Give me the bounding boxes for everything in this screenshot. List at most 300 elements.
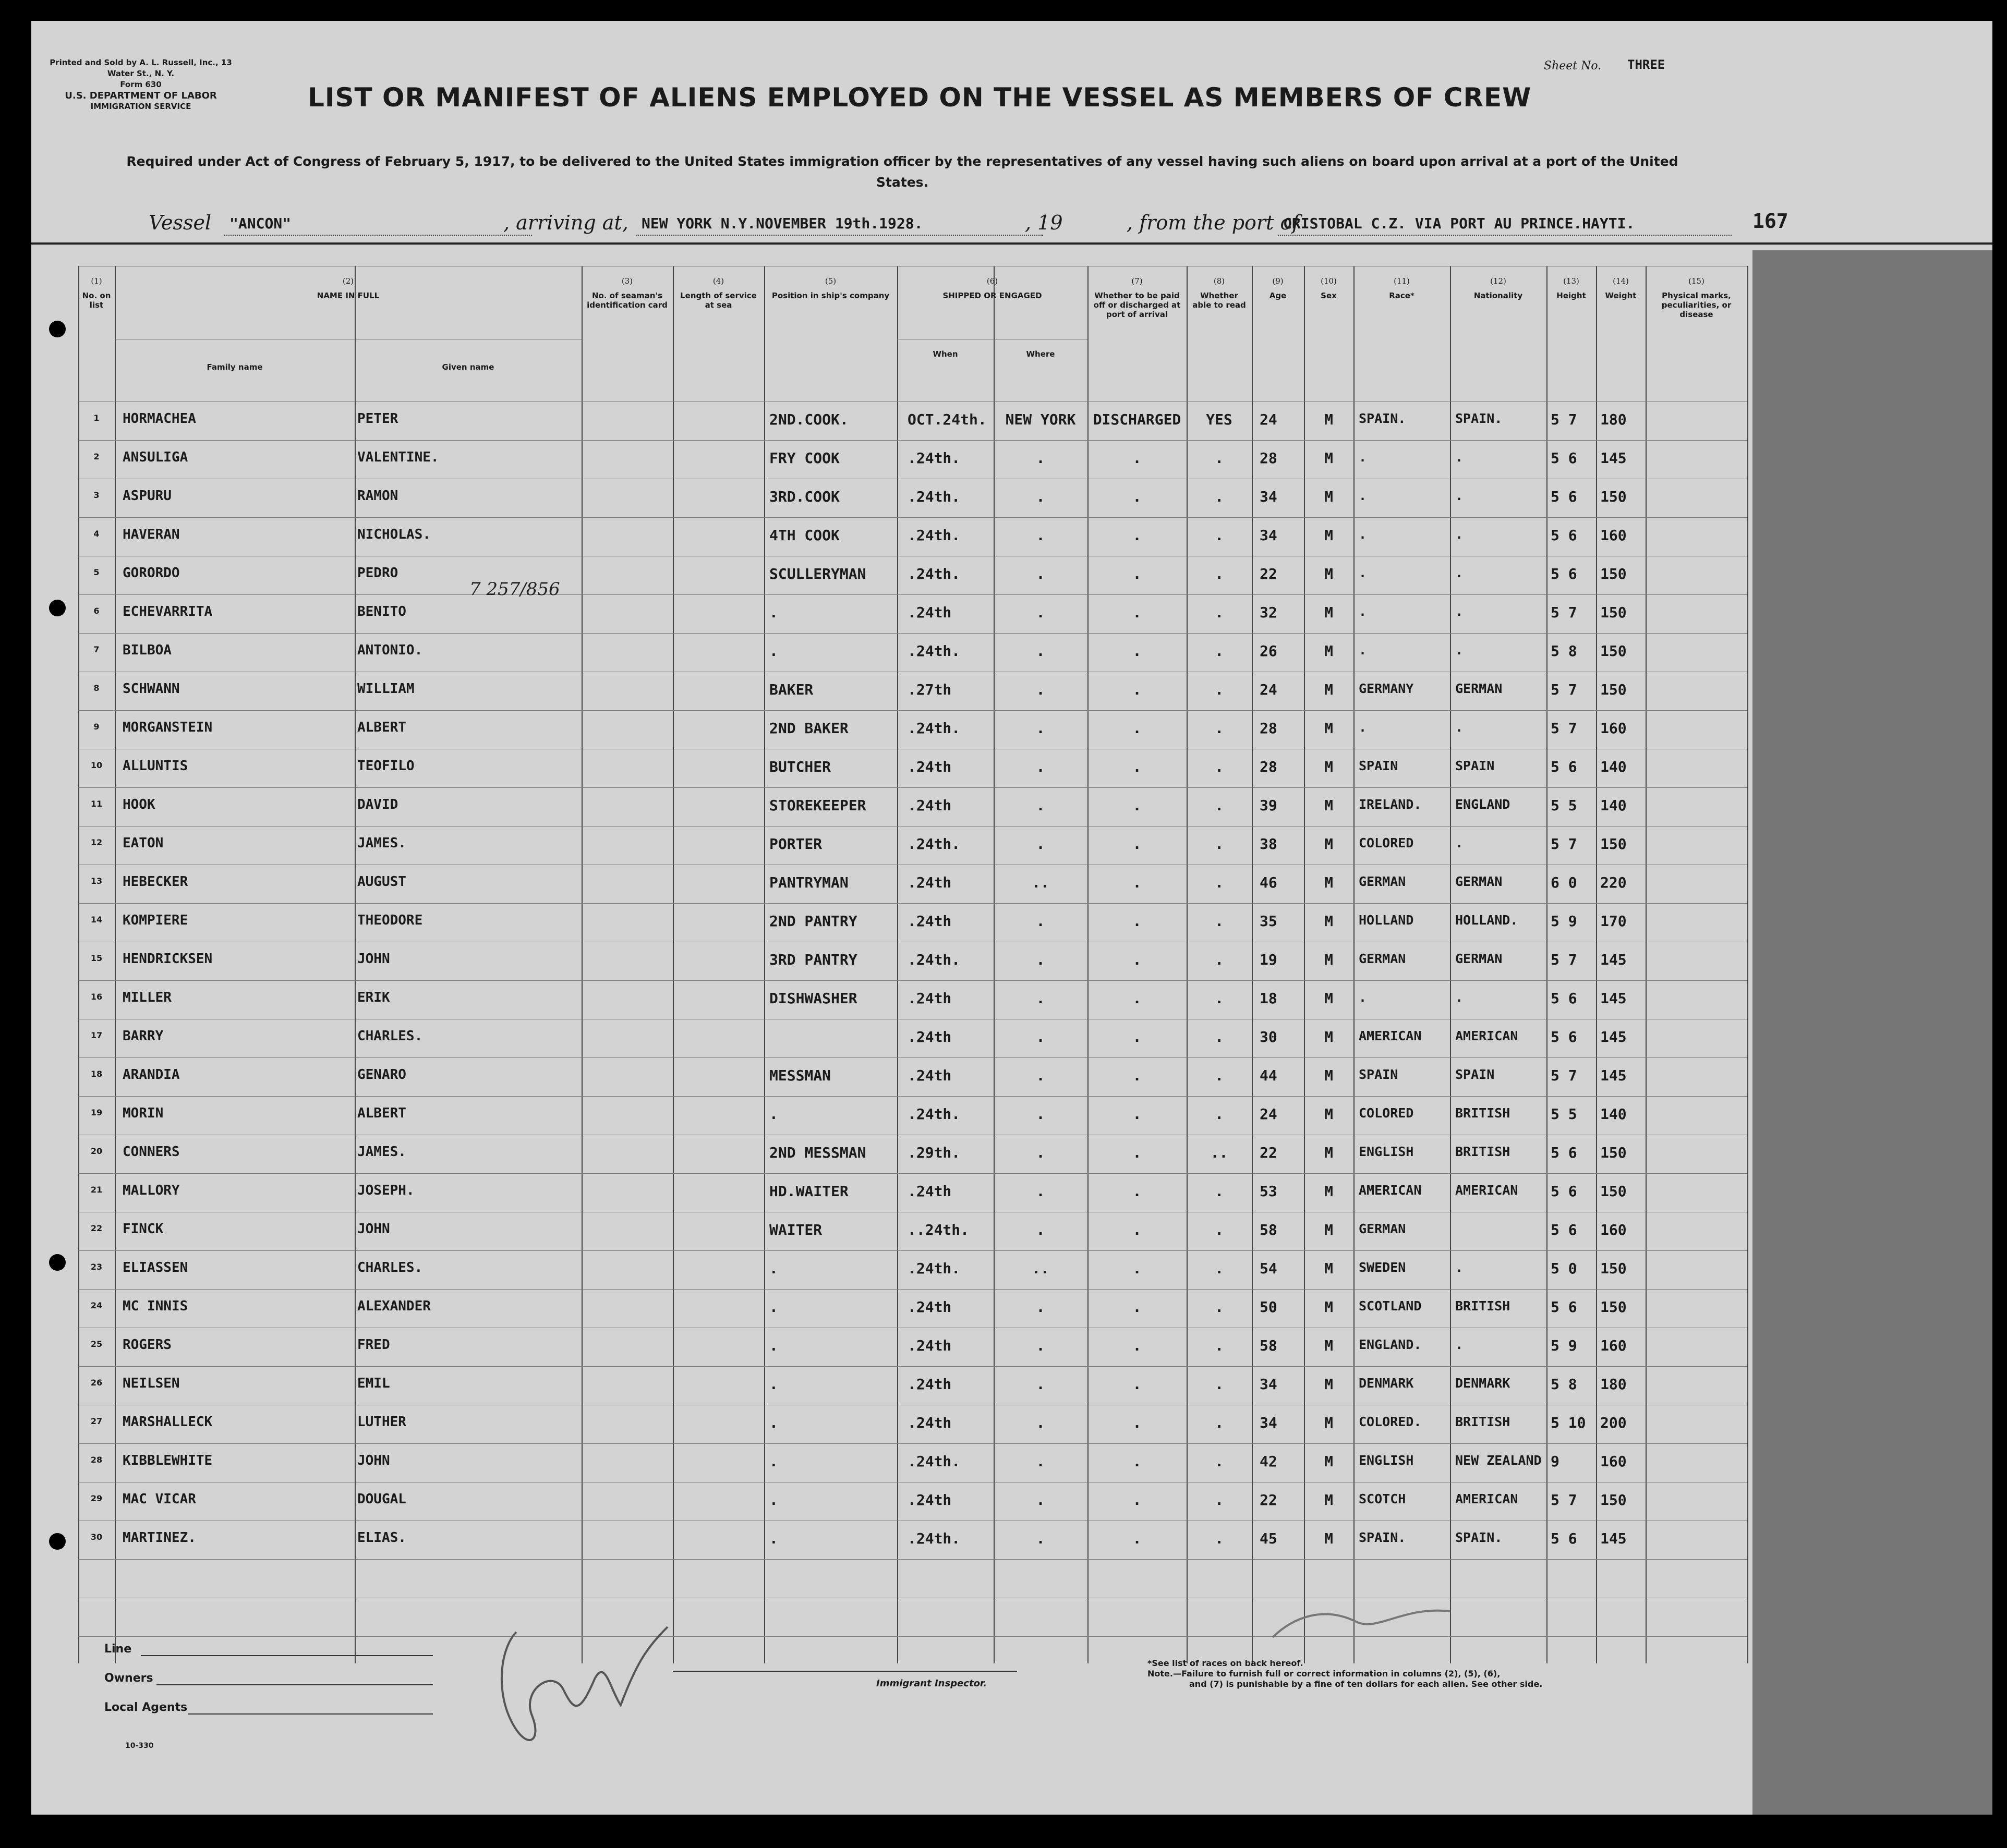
cell-nat: .	[1455, 642, 1464, 658]
cell-nat: GERMAN	[1455, 951, 1503, 966]
cell-where: .	[1036, 1028, 1045, 1045]
cell-given: NICHOLAS.	[357, 527, 431, 542]
cell-weight: 145	[1600, 951, 1627, 968]
cell-where: .	[1036, 1221, 1045, 1238]
cell-age: 34	[1260, 1376, 1277, 1393]
row-number: 13	[90, 876, 103, 886]
cell-position: MESSMAN	[769, 1067, 831, 1084]
cell-where: .	[1036, 835, 1045, 853]
cell-read: .	[1215, 1028, 1224, 1045]
publisher-block	[42, 57, 240, 112]
cell-height: 5 7	[1551, 604, 1577, 621]
cell-position: STOREKEEPER	[769, 797, 866, 814]
cell-given: ALBERT	[357, 720, 406, 735]
cell-race: ENGLISH	[1359, 1453, 1414, 1468]
cell-where: ..	[1032, 1260, 1049, 1277]
cell-family: MILLER	[123, 990, 172, 1005]
row-number: 18	[90, 1069, 103, 1079]
header-able-read-number: (8)	[1213, 276, 1225, 286]
header-name-in-full-number: (2)	[342, 276, 354, 286]
cell-family: ALLUNTIS	[123, 758, 188, 774]
header-no-on-list	[78, 276, 115, 310]
vessel-name: "ANCON"	[229, 215, 292, 232]
cell-weight: 140	[1600, 758, 1627, 775]
cell-sex: M	[1324, 1183, 1333, 1200]
cell-when: .24th	[908, 1376, 952, 1393]
cell-read: .	[1215, 1453, 1224, 1470]
cell-position: .	[769, 1453, 778, 1470]
cell-height: 5 6	[1551, 1028, 1577, 1045]
column-divider	[1353, 266, 1355, 1663]
cell-when: .24th.	[908, 488, 961, 505]
cell-given: BENITO	[357, 604, 406, 619]
cell-nat: ENGLAND	[1455, 797, 1510, 812]
cell-race: COLORED.	[1359, 1414, 1422, 1429]
cell-weight: 145	[1600, 1530, 1627, 1547]
cell-weight: 160	[1600, 527, 1627, 544]
row-number: 27	[90, 1416, 103, 1426]
cell-position: 2ND MESSMAN	[769, 1144, 866, 1161]
cell-read: .	[1215, 1376, 1224, 1393]
cell-age: 24	[1260, 681, 1277, 698]
cell-family: HAVERAN	[123, 527, 180, 542]
cell-paid: .	[1132, 951, 1142, 968]
cell-given: GENARO	[357, 1067, 406, 1083]
cell-nat: SPAIN.	[1455, 411, 1503, 426]
cell-given: EMIL	[357, 1376, 390, 1391]
cell-weight: 150	[1600, 1144, 1627, 1161]
row-number: 25	[90, 1339, 103, 1349]
cell-race: GERMAN	[1359, 1221, 1406, 1236]
inspector-label: Immigrant Inspector.	[876, 1678, 987, 1689]
row-rule	[78, 594, 1747, 595]
cell-when: .24th	[908, 604, 952, 621]
footer-line-field	[141, 1655, 433, 1656]
cell-nat: SPAIN	[1455, 758, 1495, 773]
cell-where: .	[1036, 527, 1045, 544]
cell-paid: .	[1132, 1105, 1142, 1123]
row-rule	[78, 440, 1747, 441]
cell-where: .	[1036, 1530, 1045, 1547]
cell-position: .	[769, 1530, 778, 1547]
row-number: 16	[90, 992, 103, 1002]
cell-when: .24th	[908, 1067, 952, 1084]
cell-family: FINCK	[123, 1221, 164, 1237]
cell-height: 5 6	[1551, 758, 1577, 775]
row-number: 10	[90, 760, 103, 770]
cell-race: GERMANY	[1359, 681, 1414, 696]
cell-given: FRED	[357, 1337, 390, 1353]
row-rule	[78, 1289, 1747, 1290]
cell-where: .	[1036, 1144, 1045, 1161]
header-where	[994, 349, 1087, 359]
cell-position: .	[769, 1491, 778, 1509]
cell-paid: .	[1132, 488, 1142, 505]
cell-when: .24th	[908, 913, 952, 930]
cell-sex: M	[1324, 1067, 1333, 1084]
cell-position: .	[769, 1298, 778, 1316]
cell-race: .	[1359, 604, 1367, 619]
cell-sex: M	[1324, 1221, 1333, 1238]
cell-sex: M	[1324, 720, 1333, 737]
header-rule	[31, 242, 1992, 245]
cell-read: ..	[1210, 1144, 1228, 1161]
cell-age: 22	[1260, 1144, 1277, 1161]
cell-read: .	[1215, 874, 1224, 891]
port-value: CRISTOBAL C.Z. VIA PORT AU PRINCE.HAYTI.	[1283, 215, 1635, 232]
cell-sex: M	[1324, 797, 1333, 814]
cell-given: JOHN	[357, 1453, 390, 1468]
cell-height: 5 9	[1551, 1337, 1577, 1354]
cell-family: CONNERS	[123, 1144, 180, 1160]
cell-age: 28	[1260, 449, 1277, 467]
cell-paid: .	[1132, 990, 1142, 1007]
header-sex-number: (10)	[1321, 276, 1337, 286]
row-number: 8	[93, 683, 100, 693]
header-race-text: Race*	[1389, 291, 1414, 300]
row-number: 6	[93, 606, 100, 616]
cell-race: .	[1359, 565, 1367, 580]
header-family-name-text: Family name	[207, 362, 263, 372]
header-nationality-text: Nationality	[1473, 291, 1523, 300]
cell-height: 6 0	[1551, 874, 1577, 891]
cell-paid: .	[1132, 797, 1142, 814]
cell-paid: .	[1132, 1260, 1142, 1277]
cell-paid: .	[1132, 604, 1142, 621]
header-physical-marks-text: Physical marks, peculiarities, or disease	[1661, 291, 1732, 319]
column-divider	[897, 266, 898, 1663]
cell-when: .24th.	[908, 1260, 961, 1277]
cell-read: .	[1215, 990, 1224, 1007]
cell-height: 5 8	[1551, 642, 1577, 660]
cell-height: 5 6	[1551, 1144, 1577, 1161]
cell-height: 5 7	[1551, 951, 1577, 968]
row-number: 21	[90, 1185, 103, 1195]
cell-age: 54	[1260, 1260, 1277, 1277]
cell-age: 30	[1260, 1028, 1277, 1045]
footer-note1: *See list of races on back hereof.	[1147, 1658, 1303, 1668]
cell-sex: M	[1324, 1414, 1333, 1431]
cell-paid: .	[1132, 642, 1142, 660]
header-height-number: (13)	[1563, 276, 1579, 286]
cell-family: MARSHALLECK	[123, 1414, 213, 1430]
header-no-on-list-text: No. on list	[82, 291, 111, 310]
cell-given: WILLIAM	[357, 681, 415, 697]
cell-when: .29th.	[908, 1144, 961, 1161]
row-number: 9	[93, 722, 100, 732]
cell-height: 5 6	[1551, 1298, 1577, 1316]
cell-position: BAKER	[769, 681, 814, 698]
cell-read: .	[1215, 1337, 1224, 1354]
row-rule	[78, 1366, 1747, 1367]
column-divider	[355, 266, 356, 1663]
cell-race: IRELAND.	[1359, 797, 1422, 812]
cell-position: .	[769, 1260, 778, 1277]
cell-age: 34	[1260, 488, 1277, 505]
cell-height: 5 6	[1551, 488, 1577, 505]
cell-nat: SPAIN.	[1455, 1530, 1503, 1545]
cell-where: .	[1036, 797, 1045, 814]
cell-weight: 170	[1600, 913, 1627, 930]
row-number: 3	[93, 490, 100, 500]
footer-agents-field	[188, 1713, 433, 1715]
row-number: 14	[90, 915, 103, 925]
column-divider	[1596, 266, 1597, 1663]
row-number: 28	[90, 1455, 103, 1465]
cell-nat: .	[1455, 449, 1464, 465]
column-divider	[115, 266, 116, 1663]
cell-sex: M	[1324, 1028, 1333, 1045]
cell-read: .	[1215, 1221, 1224, 1238]
cell-paid: .	[1132, 758, 1142, 775]
cell-sex: M	[1324, 1144, 1333, 1161]
cell-family: ELIASSEN	[123, 1260, 188, 1275]
cell-paid: .	[1132, 913, 1142, 930]
cell-race: COLORED	[1359, 835, 1414, 850]
cell-read: .	[1215, 1105, 1224, 1123]
cell-given: JAMES.	[357, 835, 406, 851]
header-name-in-full	[115, 276, 582, 300]
cell-where: .	[1036, 758, 1045, 775]
cell-nat: BRITISH	[1455, 1298, 1510, 1314]
cell-when: ..24th.	[908, 1221, 970, 1238]
row-rule	[78, 633, 1747, 634]
cell-age: 58	[1260, 1221, 1277, 1238]
header-weight	[1596, 276, 1646, 300]
port-underline	[1278, 235, 1732, 236]
arriving-underline	[636, 235, 1043, 236]
cell-when: .24th	[908, 1337, 952, 1354]
cell-age: 18	[1260, 990, 1277, 1007]
cell-family: EATON	[123, 835, 164, 851]
cell-position: .	[769, 604, 778, 621]
header-paid-off	[1087, 276, 1187, 319]
cell-race: .	[1359, 990, 1367, 1005]
cell-paid: .	[1132, 1453, 1142, 1470]
manifest-sheet	[31, 21, 1992, 1815]
cell-when: .24th.	[908, 449, 961, 467]
cell-age: 39	[1260, 797, 1277, 814]
cell-position: 3RD.COOK	[769, 488, 840, 505]
cell-age: 32	[1260, 604, 1277, 621]
column-divider	[1747, 266, 1748, 1663]
cell-given: RAMON	[357, 488, 398, 504]
cell-family: HOOK	[123, 797, 155, 812]
cell-position: 3RD PANTRY	[769, 951, 857, 968]
cell-height: 5 0	[1551, 1260, 1577, 1277]
header-length-service	[673, 276, 764, 310]
cell-age: 34	[1260, 527, 1277, 544]
cell-position: HD.WAITER	[769, 1183, 849, 1200]
cell-paid: .	[1132, 527, 1142, 544]
cell-position: PORTER	[769, 835, 823, 853]
sheet-number-label: Sheet No.	[1544, 59, 1602, 72]
column-divider	[1450, 266, 1451, 1663]
cell-when: .24th.	[908, 1530, 961, 1547]
cell-given: ANTONIO.	[357, 642, 423, 658]
cell-position: .	[769, 642, 778, 660]
cell-position: .	[769, 1337, 778, 1354]
cell-weight: 145	[1600, 1028, 1627, 1045]
row-number: 15	[90, 953, 103, 963]
cell-height: 5 7	[1551, 835, 1577, 853]
cell-weight: 150	[1600, 565, 1627, 582]
cell-read: .	[1215, 1530, 1224, 1547]
cell-given: CHARLES.	[357, 1028, 423, 1044]
publisher-line3: U.S. DEPARTMENT OF LABOR	[65, 90, 217, 101]
cell-race: SPAIN.	[1359, 411, 1406, 426]
row-rule	[78, 787, 1747, 788]
cell-read: .	[1215, 835, 1224, 853]
cell-where: .	[1036, 913, 1045, 930]
cell-position: WAITER	[769, 1221, 823, 1238]
cell-given: LUTHER	[357, 1414, 406, 1430]
cell-family: HORMACHEA	[123, 411, 196, 427]
cell-height: 5 7	[1551, 1067, 1577, 1084]
from-port-label: , from the port of	[1127, 211, 1300, 234]
cell-nat: GERMAN	[1455, 681, 1503, 696]
cell-height: 5 6	[1551, 1530, 1577, 1547]
cell-when: .24th.	[908, 1453, 961, 1470]
cell-race: SWEDEN	[1359, 1260, 1406, 1275]
cell-race: AMERICAN	[1359, 1183, 1422, 1198]
header-race-number: (11)	[1394, 276, 1410, 286]
header-nationality	[1450, 276, 1546, 300]
header-nationality-number: (12)	[1490, 276, 1506, 286]
year-label: , 19	[1025, 211, 1063, 234]
cell-weight: 160	[1600, 1453, 1627, 1470]
cell-height: 5 6	[1551, 1183, 1577, 1200]
binder-hole	[49, 600, 66, 616]
cell-position: .	[769, 1105, 778, 1123]
cell-weight: 150	[1600, 642, 1627, 660]
cell-where: .	[1036, 1376, 1045, 1393]
header-shipped	[897, 276, 1087, 300]
cell-nat: .	[1455, 1260, 1464, 1275]
cell-nat: AMERICAN	[1455, 1028, 1518, 1043]
cell-given: CHARLES.	[357, 1260, 423, 1275]
cell-family: SCHWANN	[123, 681, 180, 697]
cell-given: TEOFILO	[357, 758, 415, 774]
cell-height: 5 6	[1551, 527, 1577, 544]
header-position-text: Position in ship's company	[771, 291, 890, 300]
row-number: 12	[90, 837, 103, 847]
cell-family: MC INNIS	[123, 1298, 188, 1314]
cell-sex: M	[1324, 449, 1333, 467]
cell-paid: .	[1132, 1337, 1142, 1354]
cell-family: ARANDIA	[123, 1067, 180, 1083]
cell-when: .24th.	[908, 642, 961, 660]
cell-read: .	[1215, 1414, 1224, 1431]
cell-weight: 150	[1600, 488, 1627, 505]
cell-read: .	[1215, 720, 1224, 737]
cell-race: GERMAN	[1359, 874, 1406, 889]
cell-given: ALBERT	[357, 1105, 406, 1121]
requirement-text: Required under Act of Congress of February 5, 1917, to be delivered to the United States immigration officer by the representatives of any vessel having such aliens on board upon arrival at a port of the United States.	[126, 154, 1678, 190]
cell-when: .24th	[908, 874, 952, 891]
row-rule	[78, 1057, 1747, 1058]
cell-age: 28	[1260, 720, 1277, 737]
cell-race: HOLLAND	[1359, 913, 1414, 928]
header-weight-text: Weight	[1605, 291, 1637, 300]
header-length-service-text: Length of service at sea	[680, 291, 757, 310]
cell-age: 26	[1260, 642, 1277, 660]
cell-when: .24th	[908, 1491, 952, 1509]
cell-age: 58	[1260, 1337, 1277, 1354]
cell-read: .	[1215, 565, 1224, 582]
row-number: 2	[93, 452, 100, 461]
cell-age: 46	[1260, 874, 1277, 891]
cell-weight: 145	[1600, 449, 1627, 467]
row-number: 29	[90, 1493, 103, 1503]
cell-paid: .	[1132, 1491, 1142, 1509]
handwritten-signature	[480, 1585, 741, 1804]
cell-family: BARRY	[123, 1028, 164, 1044]
cell-nat: .	[1455, 835, 1464, 850]
cell-sex: M	[1324, 1491, 1333, 1509]
binder-hole	[49, 1533, 66, 1550]
cell-when: .27th	[908, 681, 952, 698]
cell-nat: .	[1455, 1337, 1464, 1352]
cell-given: JAMES.	[357, 1144, 406, 1160]
row-rule	[78, 1173, 1747, 1174]
cell-race: SPAIN.	[1359, 1530, 1406, 1545]
cell-race: .	[1359, 449, 1367, 465]
row-number: 23	[90, 1262, 103, 1272]
column-divider	[1252, 266, 1253, 1663]
cell-height: 5 7	[1551, 1491, 1577, 1509]
cell-paid: .	[1132, 1414, 1142, 1431]
cell-read: .	[1215, 758, 1224, 775]
cell-family: NEILSEN	[123, 1376, 180, 1391]
cell-paid: .	[1132, 1067, 1142, 1084]
binder-hole	[49, 321, 66, 337]
header-when-text: When	[933, 349, 958, 359]
row-rule	[78, 1250, 1747, 1251]
header-height	[1546, 276, 1596, 300]
row-number: 30	[90, 1532, 103, 1542]
cell-weight: 150	[1600, 604, 1627, 621]
cell-sex: M	[1324, 681, 1333, 698]
cell-nat: .	[1455, 488, 1464, 503]
cell-weight: 150	[1600, 1491, 1627, 1509]
cell-where: .	[1036, 681, 1045, 698]
cell-paid: .	[1132, 835, 1142, 853]
cell-race: DENMARK	[1359, 1376, 1414, 1391]
cell-read: .	[1215, 1067, 1224, 1084]
footer-note3: and (7) is punishable by a fine of ten dollars for each alien. See other side.	[1189, 1679, 1543, 1689]
cell-race: .	[1359, 720, 1367, 735]
header-shipped-number: (6)	[986, 276, 998, 286]
cell-family: MAC VICAR	[123, 1491, 196, 1507]
cell-sex: M	[1324, 642, 1333, 660]
cell-given: PEDRO	[357, 565, 398, 581]
cell-where: .	[1036, 642, 1045, 660]
cell-position: 2ND BAKER	[769, 720, 849, 737]
cell-height: 5 10	[1551, 1414, 1586, 1431]
cell-read: .	[1215, 913, 1224, 930]
cell-family: HENDRICKSEN	[123, 951, 213, 967]
cell-sex: M	[1324, 1105, 1333, 1123]
column-divider	[1546, 266, 1547, 1663]
header-id-card	[582, 276, 673, 310]
row-number: 22	[90, 1223, 103, 1233]
cell-family: GORORDO	[123, 565, 180, 581]
cell-when: OCT.24th.	[908, 411, 987, 428]
row-rule	[78, 1096, 1747, 1097]
row-number: 20	[90, 1146, 103, 1156]
header-where-text: Where	[1026, 349, 1055, 359]
